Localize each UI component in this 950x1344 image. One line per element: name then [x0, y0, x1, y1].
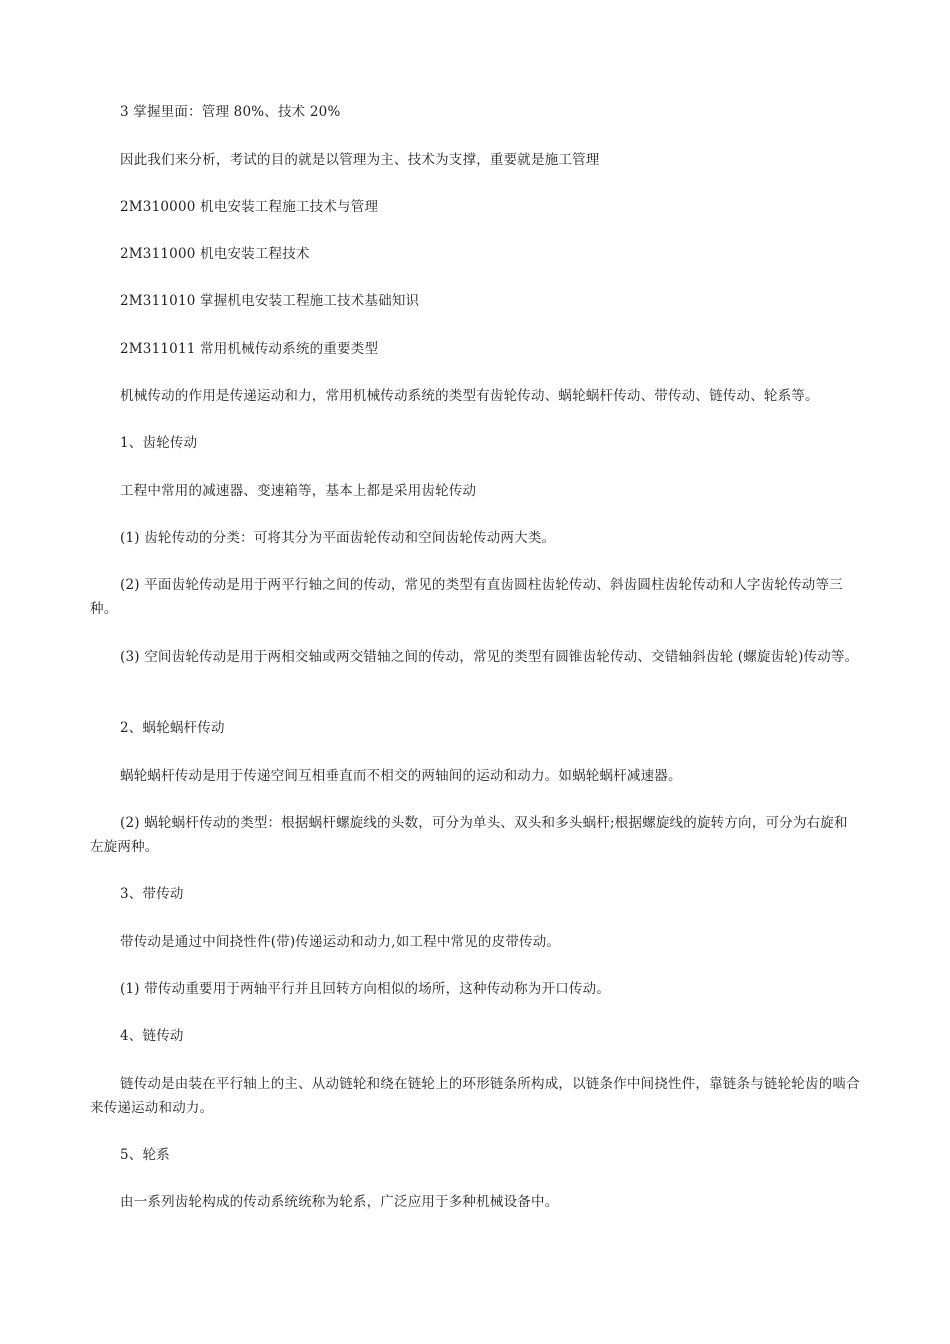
- heading-2m311010: 2M311010 掌握机电安装工程施工技术基础知识: [120, 293, 420, 309]
- paragraph-chain-drive-def: 链传动是由装在平行轴上的主、从动链轮和绕在链轮上的环形链条所构成，以链条作中间挠性件，靠链条与链轮轮齿的啮合来传递运动和动力。: [90, 1076, 860, 1116]
- paragraph-gear-train-def: 由一系列齿轮构成的传动系统统称为轮系，广泛应用于多种机械设备中。: [120, 1194, 559, 1210]
- heading-gear-train: 5、轮系: [120, 1147, 170, 1163]
- heading-gear-transmission: 1、齿轮传动: [120, 435, 198, 451]
- paragraph-worm-gear-def: 蜗轮蜗杆传动是用于传递空间互相垂直而不相交的两轴间的运动和动力。如蜗轮蜗杆减速器。: [120, 768, 682, 784]
- heading-2m310000: 2M310000 机电安装工程施工技术与管理: [120, 199, 379, 215]
- heading-belt-drive: 3、带传动: [120, 886, 184, 902]
- paragraph-belt-drive-def: 带传动是通过中间挠性件(带)传递运动和动力,如工程中常见的皮带传动。: [120, 934, 561, 950]
- heading-worm-gear: 2、蜗轮蜗杆传动: [120, 720, 225, 736]
- paragraph-spatial-gear: (3) 空间齿轮传动是用于两相交轴或两交错轴之间的传动，常见的类型有圆锥齿轮传动、交错轴斜齿轮 (螺旋齿轮)传动等。: [120, 649, 859, 665]
- paragraph-gear-classification: (1) 齿轮传动的分类：可将其分为平面齿轮传动和空间齿轮传动两大类。: [120, 530, 556, 546]
- heading-2m311011: 2M311011 常用机械传动系统的重要类型: [120, 341, 379, 357]
- paragraph-gear-usage: 工程中常用的减速器、变速箱等，基本上都是采用齿轮传动: [120, 483, 477, 499]
- paragraph-mastery-ratio: 3 掌握里面：管理 80%、技术 20%: [120, 104, 341, 120]
- heading-2m311000: 2M311000 机电安装工程技术: [120, 246, 310, 262]
- paragraph-worm-gear-types: (2) 蜗轮蜗杆传动的类型：根据蜗杆螺旋线的头数，可分为单头、双头和多头蜗杆;根据螺旋线的旋转方向，可分为右旋和左旋两种。: [90, 815, 848, 855]
- heading-chain-drive: 4、链传动: [120, 1028, 184, 1044]
- paragraph-transmission-intro: 机械传动的作用是传递运动和力，常用机械传动系统的类型有齿轮传动、蜗轮蜗杆传动、带传动、链传动、轮系等。: [120, 388, 819, 404]
- paragraph-open-belt: (1) 带传动重要用于两轴平行并且回转方向相似的场所，这种传动称为开口传动。: [120, 981, 611, 997]
- paragraph-planar-gear: (2) 平面齿轮传动是用于两平行轴之间的传动，常见的类型有直齿圆柱齿轮传动、斜齿圆柱齿轮传动和人字齿轮传动等三种。: [90, 577, 843, 617]
- paragraph-exam-purpose: 因此我们来分析，考试的目的就是以管理为主、技术为支撑，重要就是施工管理: [120, 152, 600, 168]
